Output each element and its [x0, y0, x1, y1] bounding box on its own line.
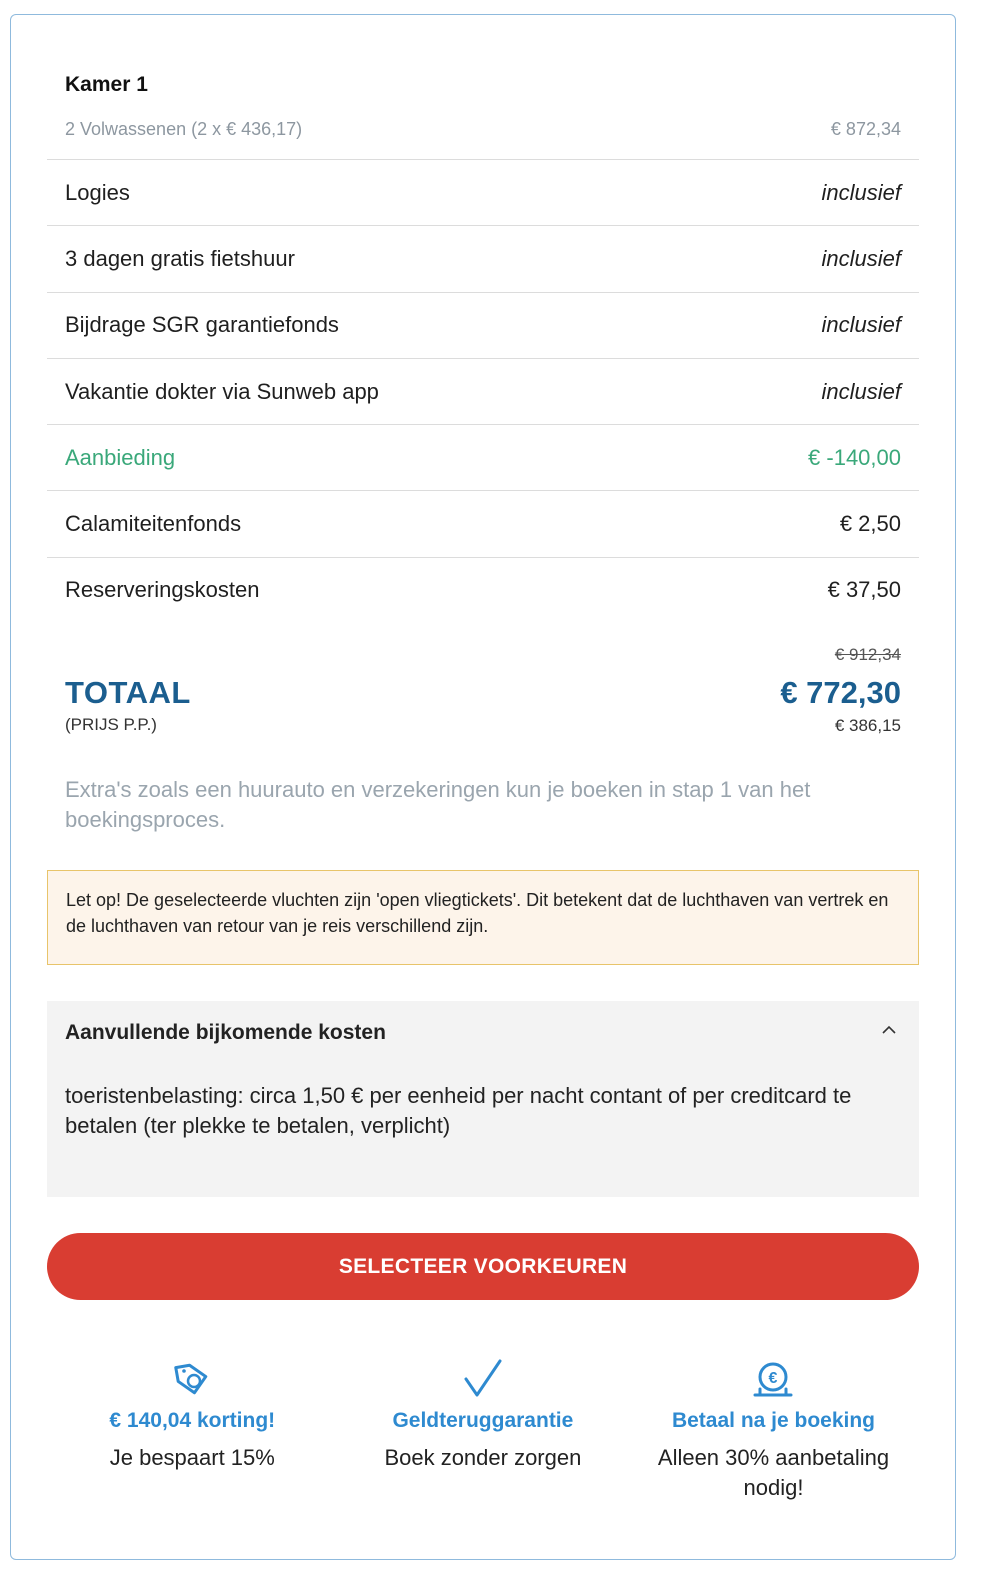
- accordion-title[interactable]: Aanvullende bijkomende kosten: [65, 1021, 386, 1044]
- tag-icon: [47, 1355, 338, 1399]
- price-line-offer: [47, 424, 919, 490]
- room-title: Kamer 1: [65, 73, 148, 96]
- price-per-person-amount: € 386,15: [834, 716, 901, 735]
- svg-text:€: €: [769, 1370, 778, 1387]
- price-summary-panel: [10, 14, 956, 1560]
- price-line-value: inclusief: [821, 179, 901, 205]
- price-line-bike-rental: [47, 225, 919, 291]
- extras-note: Extra's zoals een huurauto en verzekeringen kun je boeken in stap 1 van het boekingsproces.: [65, 777, 811, 832]
- price-line-label: Reserveringskosten: [65, 577, 260, 603]
- chevron-up-icon[interactable]: [881, 1021, 897, 1044]
- usp-discount: [47, 1355, 338, 1503]
- room-persons-row: [65, 119, 901, 140]
- open-ticket-warning: Let op! De geselecteerde vluchten zijn 'open vliegtickets'. Dit betekent dat de luchthaven van vertrek en de luchthaven van retour van je reis verschillend zijn.: [47, 870, 919, 965]
- additional-costs-accordion[interactable]: [47, 1001, 919, 1197]
- price-line-reservation-fee: [47, 557, 919, 623]
- price-line-doctor: [47, 358, 919, 424]
- price-line-label: Vakantie dokter via Sunweb app: [65, 378, 379, 404]
- price-lines: [47, 159, 919, 623]
- price-line-sgr: [47, 292, 919, 358]
- room-persons-label: 2 Volwassenen (2 x € 436,17): [65, 119, 303, 139]
- usp-list: [47, 1355, 919, 1503]
- usp-title: € 140,04 korting!: [109, 1409, 276, 1432]
- checkmark-icon: [338, 1355, 629, 1399]
- usp-title: Betaal na je boeking: [671, 1409, 876, 1432]
- euro-coin-icon: [628, 1355, 919, 1399]
- usp-text: Boek zonder zorgen: [384, 1445, 582, 1470]
- usp-pay-later: [628, 1355, 919, 1503]
- price-line-value: € 37,50: [827, 577, 901, 603]
- price-line-calamity-fund: [47, 490, 919, 556]
- room-persons-amount: € 872,34: [830, 119, 901, 139]
- total-amount: € 772,30: [780, 675, 901, 710]
- select-preferences-button[interactable]: SELECTEER VOORKEUREN: [47, 1233, 919, 1300]
- price-per-person-label: (PRIJS P.P.): [65, 715, 157, 734]
- accordion-content: toeristenbelasting: circa 1,50 € per eenheid per nacht contant of per creditcard te betalen (ter plekke te betalen, verplicht): [65, 1083, 852, 1138]
- price-line-label: Calamiteitenfonds: [65, 511, 242, 537]
- price-line-label: Bijdrage SGR garantiefonds: [65, 312, 339, 338]
- price-line-label: Aanbieding: [65, 444, 176, 470]
- price-line-value: € 2,50: [839, 511, 901, 537]
- price-line-value: inclusief: [821, 245, 901, 271]
- usp-text: Je bespaart 15%: [109, 1445, 275, 1470]
- price-line-value: inclusief: [821, 312, 901, 338]
- original-total-price: € 912,34: [834, 645, 901, 664]
- price-line-value: € -140,00: [808, 444, 901, 470]
- total-label: TOTAAL: [65, 675, 191, 710]
- price-line-logies: [47, 159, 919, 225]
- usp-title: Geldteruggarantie: [392, 1409, 574, 1432]
- usp-money-back: [338, 1355, 629, 1503]
- usp-text: Alleen 30% aanbetaling nodig!: [657, 1445, 890, 1500]
- price-line-value: inclusief: [821, 378, 901, 404]
- price-line-label: Logies: [65, 179, 130, 205]
- price-line-label: 3 dagen gratis fietshuur: [65, 245, 295, 271]
